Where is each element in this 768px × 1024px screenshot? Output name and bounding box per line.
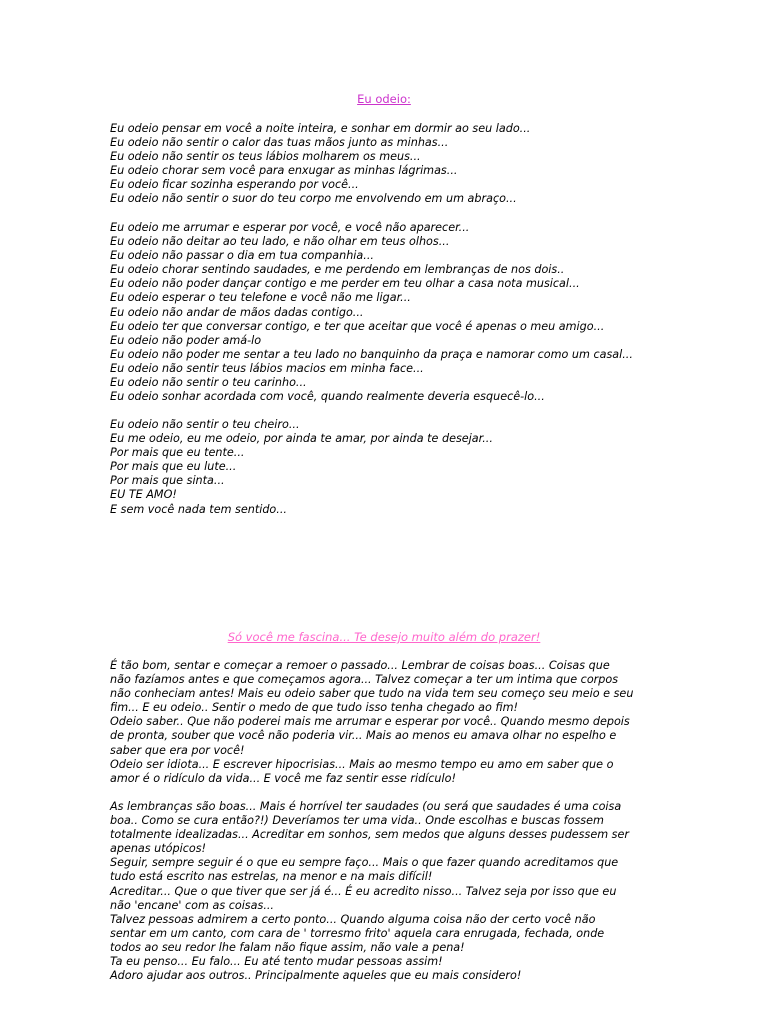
prose-line: É tão bom, sentar e começar a remoer o passado... Lembrar de coisas boas... Coisas que [110, 659, 610, 672]
prose-line: saber que era por você! [110, 743, 245, 757]
poem-line: Eu odeio não deitar ao teu lado, e não olhar em teus olhos... [110, 235, 450, 249]
poem-line: Eu odeio ter que conversar contigo, e ter que aceitar que você é apenas o meu amigo... [110, 319, 605, 333]
prose-line: As lembranças são boas... Mais é horrível ter saudades (ou será que saudades é uma coisa [110, 800, 622, 813]
poem-line: Eu odeio não sentir o teu carinho... [110, 376, 307, 390]
prose-line: fim... E eu odeio.. Sentir o medo de que tudo isso tenha chegado ao fim! [110, 701, 518, 715]
poem-line: Eu odeio não poder amá-lo [110, 333, 262, 347]
poem-line: Eu odeio sonhar acordada com você, quando realmente deveria esquecê-lo... [110, 390, 545, 404]
prose-line: todos ao seu redor lhe falam não fique assim, não vale a pena! [110, 940, 465, 954]
poem-line: Eu odeio não poder me sentar a teu lado no banquinho da praça e namorar como um casal... [110, 347, 633, 361]
prose-line: sentar em um canto, com cara de ' torresmo frito' aquela cara enrugada, fechada, onde [110, 926, 605, 940]
poem-line: Eu odeio pensar em você a noite inteira, e sonhar em dormir ao seu lado... [110, 122, 531, 135]
poem-line: Eu me odeio, eu me odeio, por ainda te amar, por ainda te desejar... [110, 432, 493, 446]
poem-line: Eu odeio não sentir o suor do teu corpo me envolvendo em um abraço... [110, 192, 517, 206]
prose-line: Seguir, sempre seguir é o que eu sempre faço... Mais o que fazer quando acreditamos que [110, 856, 619, 870]
poem-line: Eu odeio não sentir o calor das tuas mãos junto as minhas... [110, 136, 449, 150]
poem-line: Eu odeio ficar sozinha esperando por você... [110, 178, 359, 192]
prose-paragraph-2 [110, 800, 629, 983]
poem-line: Eu odeio não sentir o teu cheiro... [110, 418, 300, 431]
poem-line: Eu odeio não sentir teus lábios macios em minha face... [110, 361, 424, 375]
prose-line: não fazíamos antes e que começamos agora... Talvez começar a ter um intima que corpos [110, 673, 619, 687]
prose-line: Odeio ser idiota... E escrever hipocrisias... Mais ao mesmo tempo eu amo em saber que o [110, 757, 614, 771]
prose-line: não 'encane' com as coisas... [110, 898, 274, 912]
prose-line: amor é o ridículo da vida... E você me faz sentir esse ridículo! [110, 771, 456, 785]
poem-line: Eu odeio chorar sentindo saudades, e me perdendo em lembranças de nos dois.. [110, 263, 565, 277]
prose-line: de pronta, souber que você não poderia vir... Mais ao menos eu amava olhar no espelho e [110, 729, 617, 743]
prose-paragraph-1 [110, 659, 633, 786]
prose-line: totalmente idealizadas... Acreditar em sonhos, sem medos que alguns desses pudessem ser [110, 828, 629, 842]
poem-line: Por mais que eu tente... [110, 446, 245, 460]
poem-stanza-3 [110, 418, 493, 517]
prose-line: Talvez pessoas admirem a certo ponto... Quando alguma coisa não der certo você não [110, 912, 596, 926]
poem-line: Eu odeio não passar o dia em tua companhia... [110, 249, 374, 263]
poem-line: Eu odeio não sentir os teus lábios molharem os meus... [110, 150, 421, 164]
poem-stanza-2 [110, 221, 633, 404]
prose-line: Adoro ajudar aos outros.. Principalmente aqueles que eu mais considero! [110, 969, 522, 983]
prose-line: não conheciam antes! Mais eu odeio saber que tudo na vida tem seu começo seu meio e seu [110, 687, 634, 701]
prose-title: Só você me fascina... Te desejo muito além do prazer! [227, 630, 541, 644]
poem-line: Por mais que sinta... [110, 474, 225, 488]
poem-line: Eu odeio me arrumar e esperar por você, e você não aparecer... [110, 221, 470, 234]
poem-line: Eu odeio chorar sem você para enxugar as minhas lágrimas... [110, 164, 458, 178]
poem-line: Eu odeio não poder dançar contigo e me perder em teu olhar a casa nota musical... [110, 277, 580, 291]
poem-line: Eu odeio não andar de mãos dadas contigo... [110, 305, 364, 319]
poem-stanza-1 [110, 122, 530, 207]
poem-title: Eu odeio: [357, 92, 411, 106]
prose-line: apenas utópicos! [110, 842, 207, 856]
poem-line: E sem você nada tem sentido... [110, 502, 287, 516]
prose-line: Odeio saber.. Que não poderei mais me arrumar e esperar por você.. Quando mesmo depois [110, 715, 630, 729]
poem-line: Eu odeio esperar o teu telefone e você não me ligar... [110, 291, 411, 305]
poem-line: Por mais que eu lute... [110, 460, 237, 474]
prose-line: Ta eu penso... Eu falo... Eu até tento mudar pessoas assim! [110, 955, 443, 969]
prose-line: Acreditar... Que o que tiver que ser já é... É eu acredito nisso... Talvez seja por isso que eu [110, 884, 617, 898]
prose-line: tudo está escrito nas estrelas, na menor e na mais difícil! [110, 870, 433, 884]
prose-line: boa.. Como se cura então?!) Deveríamos ter uma vida.. Onde escolhas e buscas fossem [110, 814, 604, 828]
poem-line: EU TE AMO! [110, 488, 177, 502]
